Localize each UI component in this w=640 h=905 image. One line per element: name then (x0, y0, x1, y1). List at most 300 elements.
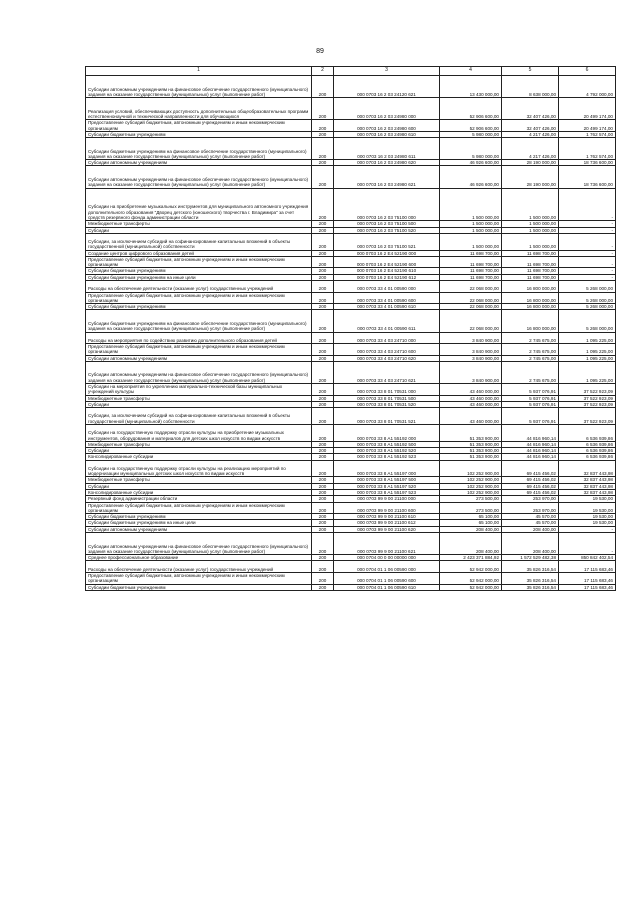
row-approved-cell: 51 353 900,00 (440, 441, 502, 447)
row-code-cell: 200 (312, 310, 334, 332)
table-row (86, 138, 616, 160)
row-name-cell: Расходы на обеспечение деятельности (оказание услуг) государственных учреждений (86, 281, 312, 293)
row-name-cell: Субсидии автономным учреждениям на финансовое обеспечение государственного (муниципального) задания на оказание государственных (муниципальных) услуг (выполнение работ) (86, 533, 312, 555)
row-executed-cell: 2 745 675,00 (502, 344, 559, 356)
row-name-cell: Предоставление субсидий бюджетным, автономным учреждениям и иным некоммерческим организациям (86, 572, 312, 584)
row-executed-cell: 35 826 316,54 (502, 584, 559, 590)
row-executed-cell: 45 570,00 (502, 520, 559, 526)
row-unexecuted-cell: 4 792 000,00 (559, 76, 616, 98)
row-code-cell: 200 (312, 401, 334, 407)
row-executed-cell: 44 816 960,14 (502, 441, 559, 447)
row-kbk-cell: 000 0703 99 9 00 21100 621 (334, 533, 440, 555)
row-approved-cell: 11 698 700,00 (440, 256, 502, 268)
row-approved-cell: 43 460 000,00 (440, 395, 502, 401)
row-approved-cell: 11 698 700,00 (440, 274, 502, 280)
row-code-cell: 200 (312, 160, 334, 166)
row-unexecuted-cell: 37 522 923,09 (559, 395, 616, 401)
row-code-cell: 200 (312, 502, 334, 514)
row-unexecuted-cell: 32 837 443,98 (559, 477, 616, 483)
row-kbk-cell: 000 0703 33 8 01 70531 500 (334, 395, 440, 401)
row-code-cell: 200 (312, 454, 334, 460)
row-code-cell: 200 (312, 292, 334, 304)
row-executed-cell: 28 190 000,00 (502, 166, 559, 188)
row-kbk-cell: 000 0703 99 9 00 21100 600 (334, 502, 440, 514)
row-unexecuted-cell: 850 842 402,54 (559, 555, 616, 561)
row-executed-cell: 35 826 316,54 (502, 572, 559, 584)
row-unexecuted-cell: 37 522 923,09 (559, 401, 616, 407)
row-approved-cell: 102 252 900,00 (440, 477, 502, 483)
row-code-cell: 200 (312, 572, 334, 584)
row-executed-cell: 32 407 426,00 (502, 98, 559, 120)
row-kbk-cell: 000 0703 16 2 03 75100 520 (334, 227, 440, 233)
row-name-cell: Субсидии бюджетным учреждениям (86, 131, 312, 137)
row-executed-cell: 28 190 000,00 (502, 160, 559, 166)
row-approved-cell: 22 068 000,00 (440, 292, 502, 304)
row-approved-cell: 52 906 600,00 (440, 98, 502, 120)
row-kbk-cell: 000 0703 33 8 01 70531 520 (334, 401, 440, 407)
row-unexecuted-cell: 20 499 174,00 (559, 120, 616, 132)
row-approved-cell: 5 980 000,00 (440, 131, 502, 137)
row-unexecuted-cell: 1 095 225,00 (559, 332, 616, 344)
row-kbk-cell: 000 0703 33 8 01 70531 000 (334, 384, 440, 396)
row-code-cell: 200 (312, 490, 334, 496)
row-kbk-cell: 000 0703 16 2 E4 52190 612 (334, 274, 440, 280)
row-name-cell: Субсидии бюджетным учреждениям на финансовое обеспечение государственного (муниципального) задания на оказание государственных (муниципальных) услуг (выполнение работ) (86, 310, 312, 332)
row-name-cell: Создание центров цифрового образования детей (86, 250, 312, 256)
row-kbk-cell: 000 0703 16 2 03 75100 000 (334, 188, 440, 221)
row-unexecuted-cell: 17 115 683,46 (559, 584, 616, 590)
row-approved-cell: 52 906 600,00 (440, 120, 502, 132)
row-unexecuted-cell: 6 536 939,86 (559, 448, 616, 454)
row-executed-cell: 16 800 000,00 (502, 292, 559, 304)
row-kbk-cell: 000 0703 16 2 03 24980 000 (334, 98, 440, 120)
row-unexecuted-cell: 32 837 443,98 (559, 490, 616, 496)
row-approved-cell: 65 100,00 (440, 520, 502, 526)
row-executed-cell: 1 572 529 482,38 (502, 555, 559, 561)
row-name-cell: Субсидии, за исключением субсидий на софинансирование капитальных вложений в объекты государственной (муниципальной) собственности (86, 233, 312, 250)
row-name-cell: Межбюджетные трансферты (86, 221, 312, 227)
row-approved-cell: 52 942 000,00 (440, 572, 502, 584)
row-name-cell: Расходы на мероприятия по содействию развитию дополнительного образования детей (86, 332, 312, 344)
row-unexecuted-cell: 32 837 443,98 (559, 483, 616, 489)
row-executed-cell: 35 826 316,54 (502, 561, 559, 573)
row-executed-cell: 5 937 076,91 (502, 408, 559, 425)
table-row (86, 533, 616, 555)
row-executed-cell: 8 638 000,00 (502, 76, 559, 98)
row-approved-cell: 208 400,00 (440, 533, 502, 555)
row-executed-cell: 253 970,00 (502, 496, 559, 502)
row-unexecuted-cell: 19 530,00 (559, 502, 616, 514)
row-name-cell: Субсидии автономным учреждениям на финансовое обеспечение государственного (муниципального) задания на оказание государственных (муниципальных) услуг (выполнение работ) (86, 76, 312, 98)
row-code-cell: 200 (312, 281, 334, 293)
row-approved-cell: 43 460 000,00 (440, 384, 502, 396)
row-executed-cell: 11 698 700,00 (502, 256, 559, 268)
header-cell: 2 (312, 67, 334, 76)
row-approved-cell: 51 353 900,00 (440, 448, 502, 454)
row-approved-cell: 51 353 900,00 (440, 454, 502, 460)
row-name-cell: Субсидии (86, 483, 312, 489)
row-unexecuted-cell: 32 837 443,98 (559, 460, 616, 477)
row-name-cell: Межбюджетные трансферты (86, 441, 312, 447)
row-kbk-cell: 000 0703 16 2 03 24980 620 (334, 160, 440, 166)
row-kbk-cell: 000 0703 16 2 03 24980 611 (334, 138, 440, 160)
row-code-cell: 200 (312, 274, 334, 280)
header-cell: 4 (440, 67, 502, 76)
row-name-cell: Межбюджетные трансферты (86, 395, 312, 401)
row-approved-cell: 1 500 000,00 (440, 233, 502, 250)
row-kbk-cell: 000 0703 33 8 A1 55192 520 (334, 448, 440, 454)
row-name-cell: Субсидии бюджетным учреждениям (86, 514, 312, 520)
row-approved-cell: 273 500,00 (440, 502, 502, 514)
row-kbk-cell: 000 0703 33 8 A1 55192 000 (334, 424, 440, 441)
row-kbk-cell: 000 0703 16 2 03 75100 521 (334, 233, 440, 250)
row-name-cell: Реализация условий, обеспечивающих доступность дополнительных общеобразовательных программ естественнонаучной и технической направленности для обучающихся (86, 98, 312, 120)
row-code-cell: 200 (312, 221, 334, 227)
row-code-cell: 200 (312, 344, 334, 356)
table-row (86, 384, 616, 396)
row-executed-cell: 44 816 960,14 (502, 454, 559, 460)
budget-table (85, 66, 616, 591)
table-row (86, 166, 616, 188)
row-code-cell: 200 (312, 496, 334, 502)
row-name-cell: Предоставление субсидий бюджетным, автономным учреждениям и иным некоммерческим организациям (86, 344, 312, 356)
row-name-cell: Предоставление субсидий бюджетным, автономным учреждениям и иным некоммерческим организациям (86, 292, 312, 304)
row-kbk-cell: 000 0703 33 4 03 24710 000 (334, 332, 440, 344)
row-executed-cell: 69 415 456,02 (502, 460, 559, 477)
row-code-cell: 200 (312, 514, 334, 520)
table-row (86, 310, 616, 332)
row-code-cell: 200 (312, 460, 334, 477)
row-executed-cell: 1 500 000,00 (502, 188, 559, 221)
row-executed-cell: 11 698 700,00 (502, 250, 559, 256)
row-unexecuted-cell: - (559, 274, 616, 280)
table-row (86, 233, 616, 250)
row-name-cell: Субсидии на государственную поддержку отрасли культуры на приобретение музыкальных инструментов, оборудования и материалов для детских школ искусств по видам искусств (86, 424, 312, 441)
row-kbk-cell: 000 0703 33 8 A1 55197 500 (334, 477, 440, 483)
row-code-cell: 200 (312, 520, 334, 526)
row-code-cell: 200 (312, 477, 334, 483)
table-row (86, 502, 616, 514)
row-code-cell: 200 (312, 120, 334, 132)
row-unexecuted-cell: 6 536 939,86 (559, 454, 616, 460)
row-approved-cell: 22 068 000,00 (440, 281, 502, 293)
row-unexecuted-cell: - (559, 221, 616, 227)
row-code-cell: 200 (312, 584, 334, 590)
row-kbk-cell: 000 0703 33 8 A1 55192 500 (334, 441, 440, 447)
row-executed-cell: 69 415 456,02 (502, 490, 559, 496)
row-approved-cell: 208 400,00 (440, 526, 502, 532)
row-unexecuted-cell: 6 536 939,86 (559, 424, 616, 441)
row-approved-cell: 102 252 900,00 (440, 483, 502, 489)
row-executed-cell: 11 698 700,00 (502, 274, 559, 280)
row-unexecuted-cell: 6 536 939,86 (559, 441, 616, 447)
row-approved-cell: 3 840 900,00 (440, 355, 502, 361)
row-name-cell: Предоставление субсидий бюджетным, автономным учреждениям и иным некоммерческим организациям (86, 502, 312, 514)
row-code-cell: 200 (312, 424, 334, 441)
row-unexecuted-cell: 18 736 600,00 (559, 160, 616, 166)
row-code-cell: 200 (312, 268, 334, 274)
row-executed-cell: 5 937 076,91 (502, 401, 559, 407)
row-approved-cell: 46 926 600,00 (440, 166, 502, 188)
row-name-cell: Субсидии бюджетным учреждениям на иные цели (86, 520, 312, 526)
row-code-cell: 200 (312, 166, 334, 188)
row-name-cell: Субсидии (86, 401, 312, 407)
row-approved-cell: 52 942 000,00 (440, 584, 502, 590)
row-kbk-cell: 000 0703 33 4 01 00590 600 (334, 292, 440, 304)
row-kbk-cell: 000 0703 33 8 A1 55197 523 (334, 490, 440, 496)
row-name-cell: Субсидии автономным учреждениям (86, 160, 312, 166)
row-approved-cell: 22 068 000,00 (440, 310, 502, 332)
table-row (86, 424, 616, 441)
row-kbk-cell: 000 0703 33 4 03 24710 620 (334, 355, 440, 361)
row-approved-cell: 3 840 900,00 (440, 344, 502, 356)
row-code-cell: 200 (312, 408, 334, 425)
row-name-cell: Субсидии автономным учреждениям на финансовое обеспечение государственного (муниципального) задания на оказание государственных (муниципальных) услуг (выполнение работ) (86, 361, 312, 383)
row-approved-cell: 3 840 900,00 (440, 361, 502, 383)
row-unexecuted-cell: 20 499 174,00 (559, 98, 616, 120)
row-name-cell: Консолидированные субсидии (86, 454, 312, 460)
row-approved-cell: 5 980 000,00 (440, 138, 502, 160)
table-row (86, 584, 616, 590)
row-unexecuted-cell: 19 530,00 (559, 514, 616, 520)
row-name-cell: Резервный фонд администрации области (86, 496, 312, 502)
row-code-cell: 200 (312, 304, 334, 310)
row-code-cell: 200 (312, 395, 334, 401)
row-unexecuted-cell: 5 268 000,00 (559, 310, 616, 332)
row-unexecuted-cell: 5 268 000,00 (559, 281, 616, 293)
row-code-cell: 200 (312, 138, 334, 160)
row-approved-cell: 1 500 000,00 (440, 221, 502, 227)
page-number: 89 (316, 48, 324, 55)
row-executed-cell: 4 217 426,00 (502, 131, 559, 137)
row-name-cell: Среднее профессиональное образование (86, 555, 312, 561)
row-executed-cell: 11 698 700,00 (502, 268, 559, 274)
row-approved-cell: 102 252 900,00 (440, 460, 502, 477)
row-unexecuted-cell: 1 762 574,00 (559, 138, 616, 160)
row-kbk-cell: 000 0703 16 2 03 24980 610 (334, 131, 440, 137)
table-row (86, 361, 616, 383)
row-approved-cell: 22 068 000,00 (440, 304, 502, 310)
row-kbk-cell: 000 0703 33 8 A1 55197 520 (334, 483, 440, 489)
row-kbk-cell: 000 0704 01 1 06 00590 000 (334, 561, 440, 573)
row-name-cell: Субсидии бюджетным учреждениям на иные цели (86, 274, 312, 280)
table-row (86, 292, 616, 304)
row-code-cell: 200 (312, 355, 334, 361)
row-name-cell: Субсидии автономным учреждениям на финансовое обеспечение государственного (муниципального) задания на оказание государственных (муниципальных) услуг (выполнение работ) (86, 166, 312, 188)
row-name-cell: Субсидии на государственную поддержку отрасли культуры на реализацию мероприятий по модернизации муниципальных детских школ искусств по видам искусств (86, 460, 312, 477)
row-code-cell: 200 (312, 533, 334, 555)
row-unexecuted-cell: 37 522 923,09 (559, 408, 616, 425)
table-row (86, 98, 616, 120)
row-unexecuted-cell: 19 530,00 (559, 496, 616, 502)
row-executed-cell: 2 745 675,00 (502, 332, 559, 344)
header-cell: 1 (86, 67, 312, 76)
row-unexecuted-cell: 17 115 683,46 (559, 572, 616, 584)
table-row (86, 460, 616, 477)
row-unexecuted-cell: 19 530,00 (559, 520, 616, 526)
row-unexecuted-cell: - (559, 188, 616, 221)
row-approved-cell: 11 698 700,00 (440, 268, 502, 274)
row-executed-cell: 1 500 000,00 (502, 233, 559, 250)
row-unexecuted-cell: 5 268 000,00 (559, 304, 616, 310)
row-unexecuted-cell: - (559, 526, 616, 532)
header-cell: 3 (334, 67, 440, 76)
row-name-cell: Субсидии бюджетным учреждениям на финансовое обеспечение государственного (муниципального) задания на оказание государственных (муниципальных) услуг (выполнение работ) (86, 138, 312, 160)
row-approved-cell: 3 840 900,00 (440, 332, 502, 344)
table-row (86, 281, 616, 293)
row-code-cell: 200 (312, 561, 334, 573)
row-name-cell: Расходы на обеспечение деятельности (оказание услуг) государственных учреждений (86, 561, 312, 573)
row-unexecuted-cell: 37 522 923,09 (559, 384, 616, 396)
header-cell: 6 (559, 67, 616, 76)
table-row (86, 572, 616, 584)
row-name-cell: Субсидии (86, 227, 312, 233)
row-code-cell: 200 (312, 76, 334, 98)
row-executed-cell: 16 800 000,00 (502, 310, 559, 332)
row-approved-cell: 65 100,00 (440, 514, 502, 520)
row-unexecuted-cell: - (559, 250, 616, 256)
row-name-cell: Субсидии автономным учреждениям (86, 355, 312, 361)
row-code-cell: 200 (312, 483, 334, 489)
row-kbk-cell: 000 0703 33 8 A1 55197 000 (334, 460, 440, 477)
row-executed-cell: 45 570,00 (502, 514, 559, 520)
row-code-cell: 200 (312, 233, 334, 250)
row-kbk-cell: 000 0703 16 2 E4 52190 000 (334, 250, 440, 256)
row-approved-cell: 1 500 000,00 (440, 188, 502, 221)
row-kbk-cell: 000 0703 33 4 03 24710 600 (334, 344, 440, 356)
row-approved-cell: 11 698 700,00 (440, 250, 502, 256)
row-approved-cell: 13 430 000,00 (440, 76, 502, 98)
row-executed-cell: 16 800 000,00 (502, 304, 559, 310)
row-executed-cell: 44 816 960,14 (502, 448, 559, 454)
row-code-cell: 200 (312, 131, 334, 137)
row-kbk-cell: 000 0703 33 4 03 24710 621 (334, 361, 440, 383)
row-kbk-cell: 000 0703 16 2 03 24120 621 (334, 76, 440, 98)
row-approved-cell: 43 460 000,00 (440, 408, 502, 425)
row-name-cell: Субсидии на мероприятия по укреплению материально-технической базы муниципальных учреждений культуры (86, 384, 312, 396)
row-kbk-cell: 000 0703 16 2 E4 52190 610 (334, 268, 440, 274)
row-code-cell: 200 (312, 526, 334, 532)
row-name-cell: Межбюджетные трансферты (86, 477, 312, 483)
row-kbk-cell: 000 0703 33 8 A1 55192 523 (334, 454, 440, 460)
row-name-cell: Субсидии на приобретение музыкальных инструментов для муниципального автономного учреждения дополнительного образования "Дворец детского (юношеского) творчества г. Владимира" за счет средств резервного фонда администрации области (86, 188, 312, 221)
row-name-cell: Субсидии, за исключением субсидий на софинансирование капитальных вложений в объекты государственной (муниципальной) собственности (86, 408, 312, 425)
row-unexecuted-cell: 1 762 574,00 (559, 131, 616, 137)
row-code-cell: 200 (312, 227, 334, 233)
row-unexecuted-cell: 1 095 225,00 (559, 355, 616, 361)
row-executed-cell: 32 407 426,00 (502, 120, 559, 132)
table-row (86, 408, 616, 425)
row-kbk-cell: 000 0703 33 4 01 00590 611 (334, 310, 440, 332)
row-approved-cell: 102 252 900,00 (440, 490, 502, 496)
row-unexecuted-cell: 5 268 000,00 (559, 292, 616, 304)
row-code-cell: 200 (312, 361, 334, 383)
row-executed-cell: 208 400,00 (502, 526, 559, 532)
row-code-cell: 200 (312, 250, 334, 256)
row-unexecuted-cell: - (559, 256, 616, 268)
row-kbk-cell: 000 0703 99 9 00 21100 612 (334, 520, 440, 526)
row-kbk-cell: 000 0704 00 0 00 00000 000 (334, 555, 440, 561)
row-approved-cell: 43 460 000,00 (440, 401, 502, 407)
row-executed-cell: 44 816 960,14 (502, 424, 559, 441)
row-name-cell: Консолидированные субсидии (86, 490, 312, 496)
row-unexecuted-cell: - (559, 227, 616, 233)
row-kbk-cell: 000 0703 16 2 03 75100 500 (334, 221, 440, 227)
row-code-cell: 200 (312, 384, 334, 396)
row-approved-cell: 52 942 000,00 (440, 561, 502, 573)
row-unexecuted-cell: - (559, 268, 616, 274)
row-unexecuted-cell: - (559, 533, 616, 555)
row-approved-cell: 51 353 900,00 (440, 424, 502, 441)
row-kbk-cell: 000 0703 16 2 03 24980 600 (334, 120, 440, 132)
row-name-cell: Субсидии бюджетным учреждениям (86, 268, 312, 274)
table-row (86, 344, 616, 356)
table-row (86, 76, 616, 98)
header-cell: 5 (502, 67, 559, 76)
row-name-cell: Субсидии бюджетным учреждениям (86, 304, 312, 310)
row-code-cell: 200 (312, 188, 334, 221)
row-code-cell: 200 (312, 555, 334, 561)
row-unexecuted-cell: 1 095 225,00 (559, 344, 616, 356)
row-code-cell: 200 (312, 256, 334, 268)
row-unexecuted-cell: 17 115 683,46 (559, 561, 616, 573)
row-unexecuted-cell: 18 736 600,00 (559, 166, 616, 188)
row-kbk-cell: 000 0703 99 9 00 21100 620 (334, 526, 440, 532)
table-header-row (86, 67, 616, 76)
row-kbk-cell: 000 0703 33 8 01 70531 521 (334, 408, 440, 425)
row-approved-cell: 273 500,00 (440, 496, 502, 502)
row-executed-cell: 1 500 000,00 (502, 221, 559, 227)
row-kbk-cell: 000 0704 01 1 06 00590 610 (334, 584, 440, 590)
row-approved-cell: 1 500 000,00 (440, 227, 502, 233)
row-kbk-cell: 000 0703 99 9 00 21100 610 (334, 514, 440, 520)
table-row (86, 120, 616, 132)
table-row (86, 332, 616, 344)
row-executed-cell: 2 745 675,00 (502, 355, 559, 361)
row-name-cell: Субсидии (86, 448, 312, 454)
row-name-cell: Предоставление субсидий бюджетным, автономным учреждениям и иным некоммерческим организациям (86, 120, 312, 132)
row-name-cell: Предоставление субсидий бюджетным, автономным учреждениям и иным некоммерческим организациям (86, 256, 312, 268)
row-executed-cell: 4 217 426,00 (502, 138, 559, 160)
row-code-cell: 200 (312, 441, 334, 447)
row-kbk-cell: 000 0703 33 4 01 00590 610 (334, 304, 440, 310)
row-executed-cell: 16 800 000,00 (502, 281, 559, 293)
row-kbk-cell: 000 0703 33 4 01 00590 000 (334, 281, 440, 293)
row-unexecuted-cell: - (559, 233, 616, 250)
row-kbk-cell: 000 0703 99 9 00 21100 000 (334, 496, 440, 502)
row-executed-cell: 5 937 076,91 (502, 395, 559, 401)
row-executed-cell: 5 937 076,91 (502, 384, 559, 396)
row-executed-cell: 208 400,00 (502, 533, 559, 555)
row-executed-cell: 69 415 456,02 (502, 477, 559, 483)
row-executed-cell: 253 970,00 (502, 502, 559, 514)
row-name-cell: Субсидии автономным учреждениям (86, 526, 312, 532)
row-code-cell: 200 (312, 448, 334, 454)
row-executed-cell: 69 415 456,02 (502, 483, 559, 489)
table-row (86, 256, 616, 268)
row-approved-cell: 46 926 600,00 (440, 160, 502, 166)
row-kbk-cell: 000 0703 16 2 03 24980 621 (334, 166, 440, 188)
row-unexecuted-cell: 1 095 225,00 (559, 361, 616, 383)
table-row (86, 188, 616, 221)
row-kbk-cell: 000 0704 01 1 06 00590 600 (334, 572, 440, 584)
row-executed-cell: 1 500 000,00 (502, 227, 559, 233)
row-code-cell: 200 (312, 98, 334, 120)
row-executed-cell: 2 745 675,00 (502, 361, 559, 383)
row-name-cell: Субсидии бюджетным учреждениям (86, 584, 312, 590)
row-code-cell: 200 (312, 332, 334, 344)
row-approved-cell: 2 423 371 884,92 (440, 555, 502, 561)
